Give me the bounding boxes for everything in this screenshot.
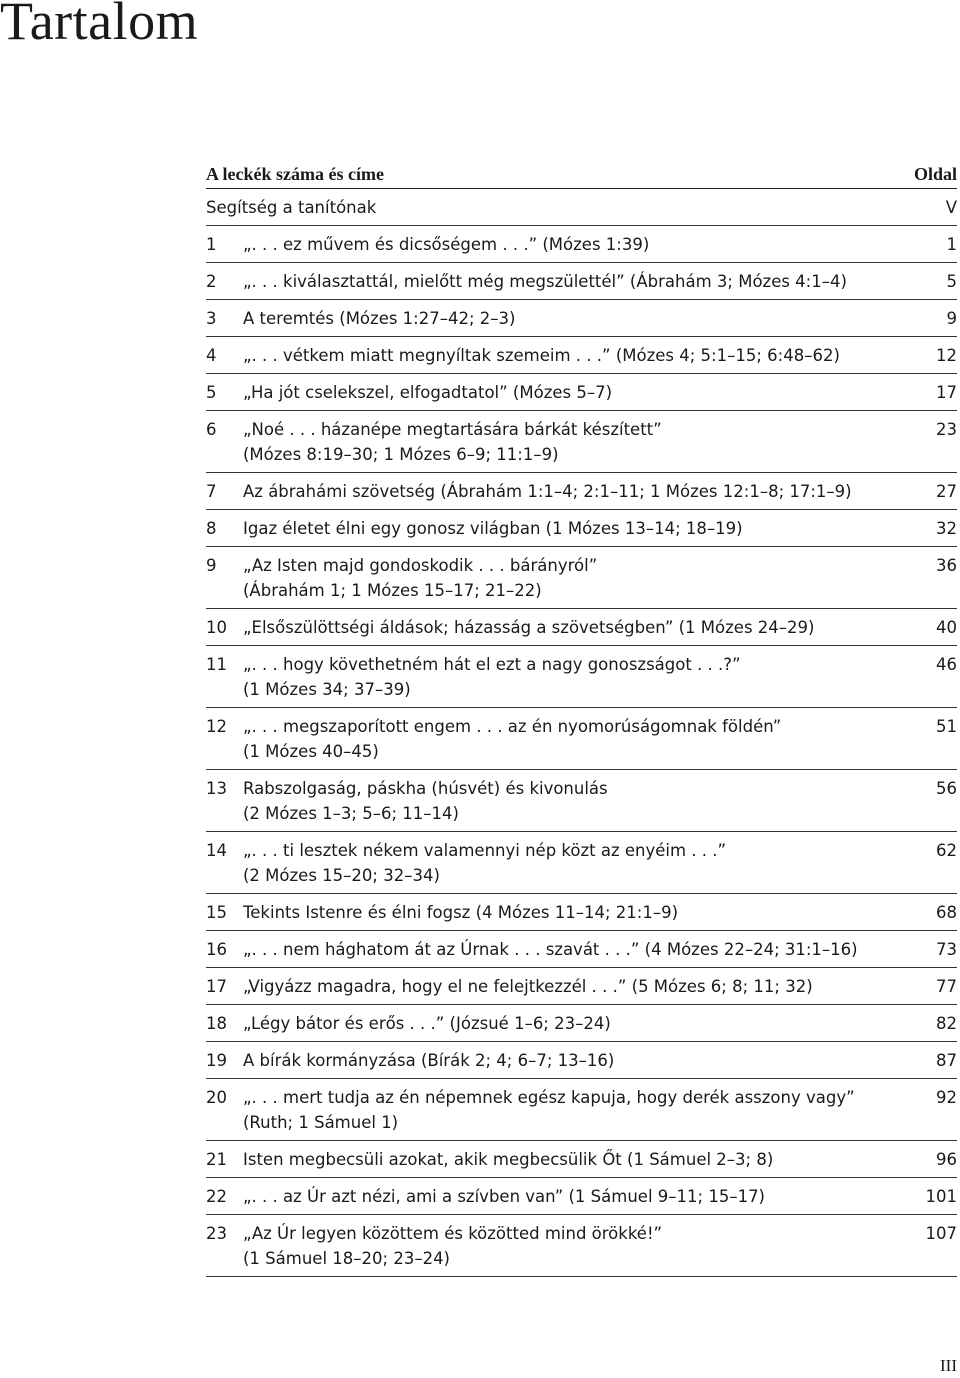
lesson-title-line: „Elsőszülöttségi áldások; házasság a szövetségben” (1 Mózes 24–29) <box>243 618 815 637</box>
lesson-title-line: „. . . ti lesztek nékem valamennyi nép közt az enyéim . . .” <box>243 841 727 860</box>
toc-lesson-row[interactable] <box>206 1141 957 1178</box>
lesson-scripture-line: (Ruth; 1 Sámuel 1) <box>243 1113 399 1132</box>
lesson-page-number: 107 <box>925 1224 957 1243</box>
lesson-number: 5 <box>206 383 217 402</box>
lesson-title-line: Igaz életet élni egy gonosz világban (1 Mózes 13–14; 18–19) <box>243 519 743 538</box>
lesson-scripture-line: (Mózes 8:19–30; 1 Mózes 6–9; 11:1–9) <box>243 445 559 464</box>
lesson-title-line: „. . . ez művem és dicsőségem . . .” (Mózes 1:39) <box>243 235 650 254</box>
lesson-title <box>243 553 897 603</box>
toc-lesson-row[interactable] <box>206 226 957 263</box>
lesson-title <box>243 343 897 368</box>
lesson-title <box>243 306 897 331</box>
toc-lesson-row[interactable] <box>206 411 957 473</box>
toc-lesson-row[interactable] <box>206 263 957 300</box>
lesson-page-number: 101 <box>925 1187 957 1206</box>
lesson-number: 19 <box>206 1051 227 1070</box>
lesson-title <box>243 380 897 405</box>
lesson-number: 2 <box>206 272 217 291</box>
toc-lesson-row[interactable] <box>206 510 957 547</box>
lesson-title-line: Isten megbecsüli azokat, akik megbecsülik Őt (1 Sámuel 2–3; 8) <box>243 1150 774 1169</box>
lesson-title-line: A bírák kormányzása (Bírák 2; 4; 6–7; 13–16) <box>243 1051 615 1070</box>
lesson-scripture-line: (1 Sámuel 18–20; 23–24) <box>243 1249 450 1268</box>
lesson-number: 21 <box>206 1150 227 1169</box>
lesson-title-line: Az ábrahámi szövetség (Ábrahám 1:1–4; 2:1–11; 1 Mózes 12:1–8; 17:1–9) <box>243 482 852 501</box>
toc-lesson-row[interactable] <box>206 1215 957 1277</box>
toc-lesson-row[interactable] <box>206 1042 957 1079</box>
lesson-page-number: 68 <box>936 903 957 922</box>
lesson-title-line: „. . . az Úr azt nézi, ami a szívben van” (1 Sámuel 9–11; 15–17) <box>243 1187 765 1206</box>
lesson-title <box>243 652 897 702</box>
lesson-number: 16 <box>206 940 227 959</box>
lesson-number: 9 <box>206 556 217 575</box>
lesson-number: 17 <box>206 977 227 996</box>
lesson-title-line: „. . . hogy követhetném hát el ezt a nagy gonoszságot . . .?” <box>243 655 741 674</box>
lesson-title-line: „. . . megszaporított engem . . . az én nyomorúságomnak földén” <box>243 717 782 736</box>
lesson-title <box>243 417 897 467</box>
page-title: Tartalom <box>0 0 199 51</box>
lesson-page-number: 82 <box>936 1014 957 1033</box>
lesson-title-line: „. . . kiválasztattál, mielőtt még megszülettél” (Ábrahám 3; Mózes 4:1–4) <box>243 272 847 291</box>
lesson-title-line: „. . . mert tudja az én népemnek egész kapuja, hogy derék asszony vagy” <box>243 1088 855 1107</box>
page-number: III <box>940 1356 957 1375</box>
lesson-page-number: 36 <box>936 556 957 575</box>
toc-lesson-row[interactable] <box>206 1005 957 1042</box>
lesson-page-number: 27 <box>936 482 957 501</box>
lesson-page-number: 12 <box>936 346 957 365</box>
lesson-number: 14 <box>206 841 227 860</box>
lesson-number: 15 <box>206 903 227 922</box>
toc-lesson-row[interactable] <box>206 931 957 968</box>
lesson-title-line: „Vigyázz magadra, hogy el ne felejtkezzél . . .” (5 Mózes 6; 8; 11; 32) <box>243 977 813 996</box>
toc-lesson-row[interactable] <box>206 547 957 609</box>
table-of-contents <box>206 158 957 1277</box>
lesson-page-number: 5 <box>946 272 957 291</box>
toc-lesson-row[interactable] <box>206 337 957 374</box>
lesson-title <box>243 615 897 640</box>
toc-lesson-row[interactable] <box>206 300 957 337</box>
lesson-title <box>243 838 897 888</box>
lesson-title-line: „Az Isten majd gondoskodik . . . bárányról” <box>243 556 598 575</box>
toc-lesson-row[interactable] <box>206 832 957 894</box>
lesson-number: 8 <box>206 519 217 538</box>
lesson-scripture-line: (2 Mózes 1–3; 5–6; 11–14) <box>243 804 459 823</box>
lesson-number: 4 <box>206 346 217 365</box>
lesson-title-line: „. . . vétkem miatt megnyíltak szemeim . . .” (Mózes 4; 5:1–15; 6:48–62) <box>243 346 840 365</box>
toc-lesson-row[interactable] <box>206 473 957 510</box>
lesson-number: 10 <box>206 618 227 637</box>
toc-intro-row[interactable] <box>206 189 957 226</box>
toc-lesson-row[interactable] <box>206 968 957 1005</box>
lesson-title <box>243 232 897 257</box>
lesson-title <box>243 1048 897 1073</box>
toc-lesson-row[interactable] <box>206 1079 957 1141</box>
lesson-number: 6 <box>206 420 217 439</box>
lesson-page-number: 77 <box>936 977 957 996</box>
lesson-title <box>243 974 897 999</box>
lesson-number: 1 <box>206 235 217 254</box>
lesson-number: 3 <box>206 309 217 328</box>
lesson-number: 23 <box>206 1224 227 1243</box>
lesson-title <box>243 900 897 925</box>
lesson-page-number: 87 <box>936 1051 957 1070</box>
lesson-title-line: „Ha jót cselekszel, elfogadtatol” (Mózes 5–7) <box>243 383 613 402</box>
toc-lesson-row[interactable] <box>206 609 957 646</box>
lesson-page-number: 1 <box>946 235 957 254</box>
lesson-number: 7 <box>206 482 217 501</box>
lesson-title-line: „Légy bátor és erős . . .” (Józsué 1–6; 23–24) <box>243 1014 611 1033</box>
lesson-title <box>243 269 897 294</box>
lesson-page-number: 17 <box>936 383 957 402</box>
lesson-title-line: „Az Úr legyen közöttem és közötted mind örökké!” <box>243 1224 663 1243</box>
lesson-page-number: 23 <box>936 420 957 439</box>
lesson-page-number: 92 <box>936 1088 957 1107</box>
lesson-title <box>243 937 897 962</box>
toc-lesson-row[interactable] <box>206 770 957 832</box>
toc-header <box>206 158 957 189</box>
lesson-scripture-line: (1 Mózes 40–45) <box>243 742 379 761</box>
lesson-page-number: 9 <box>946 309 957 328</box>
lesson-scripture-line: (1 Mózes 34; 37–39) <box>243 680 411 699</box>
toc-header-lessons: A leckék száma és címe <box>206 164 384 184</box>
lesson-title-line: „Noé . . . házanépe megtartására bárkát készített” <box>243 420 662 439</box>
lesson-page-number: 51 <box>936 717 957 736</box>
toc-lesson-row[interactable] <box>206 646 957 708</box>
lesson-title <box>243 1085 897 1135</box>
lesson-number: 20 <box>206 1088 227 1107</box>
lesson-title <box>243 1221 897 1271</box>
lesson-page-number: 73 <box>936 940 957 959</box>
lesson-page-number: 62 <box>936 841 957 860</box>
lesson-title <box>243 714 897 764</box>
lesson-title <box>243 516 897 541</box>
lesson-page-number: 96 <box>936 1150 957 1169</box>
lesson-title-line: Tekints Istenre és élni fogsz (4 Mózes 11–14; 21:1–9) <box>243 903 679 922</box>
lesson-title <box>243 1184 897 1209</box>
lesson-title <box>243 1011 897 1036</box>
lesson-number: 13 <box>206 779 227 798</box>
lesson-page-number: 40 <box>936 618 957 637</box>
lesson-scripture-line: (2 Mózes 15–20; 32–34) <box>243 866 440 885</box>
lesson-title-line: Rabszolgaság, páskha (húsvét) és kivonulás <box>243 779 608 798</box>
lesson-number: 18 <box>206 1014 227 1033</box>
toc-lesson-row[interactable] <box>206 894 957 931</box>
lesson-number: 12 <box>206 717 227 736</box>
toc-lesson-row[interactable] <box>206 708 957 770</box>
lesson-title <box>243 776 897 826</box>
lesson-scripture-line: (Ábrahám 1; 1 Mózes 15–17; 21–22) <box>243 581 542 600</box>
lesson-page-number: 32 <box>936 519 957 538</box>
toc-intro-title: Segítség a tanítónak <box>206 198 377 217</box>
lesson-title <box>243 479 897 504</box>
lesson-number: 22 <box>206 1187 227 1206</box>
lesson-title <box>243 1147 897 1172</box>
lesson-page-number: 56 <box>936 779 957 798</box>
lesson-list <box>206 226 957 1277</box>
lesson-number: 11 <box>206 655 227 674</box>
toc-lesson-row[interactable] <box>206 374 957 411</box>
lesson-title-line: A teremtés (Mózes 1:27–42; 2–3) <box>243 309 516 328</box>
lesson-title-line: „. . . nem hághatom át az Úrnak . . . szavát . . .” (4 Mózes 22–24; 31:1–16) <box>243 940 858 959</box>
toc-lesson-row[interactable] <box>206 1178 957 1215</box>
toc-header-page: Oldal <box>913 164 957 184</box>
lesson-page-number: 46 <box>936 655 957 674</box>
toc-intro-page: V <box>945 198 957 217</box>
